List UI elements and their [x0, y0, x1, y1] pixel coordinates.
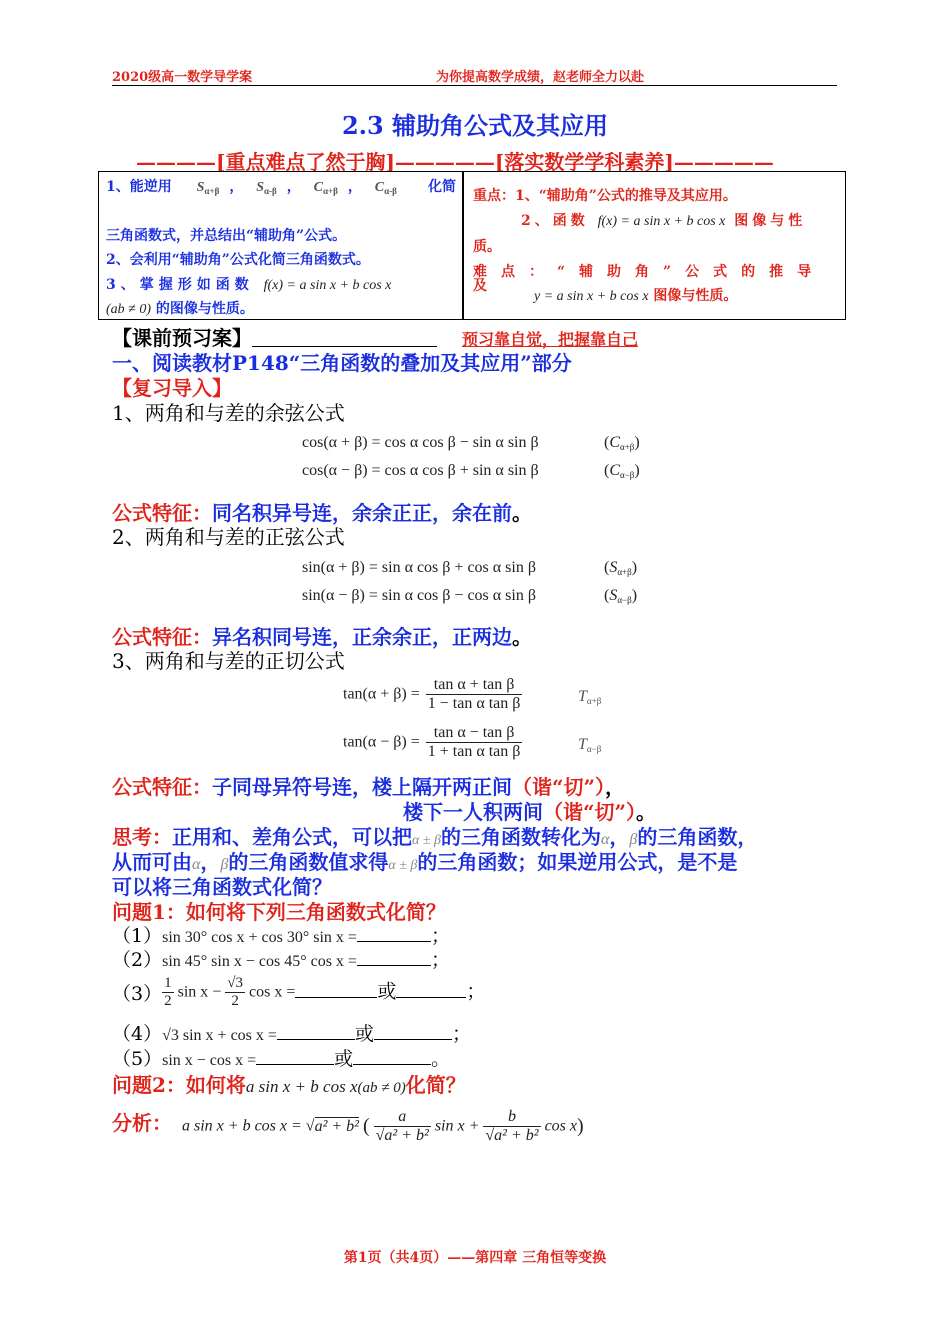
answer-blank-4a[interactable] [277, 1039, 355, 1040]
answer-blank-4b[interactable] [374, 1039, 452, 1040]
formula-sin-diff: sin(α − β) = sin α cos β − cos α sin β [302, 587, 536, 604]
formula-sin-sum: sin(α + β) = sin α cos β + cos α sin β [302, 559, 536, 576]
analysis-label: 分析： [112, 1111, 172, 1135]
learning-goals-box [98, 171, 463, 320]
formula-tan-sum: tan(α + β) = $\frac{\text{tan α + tan β}}{\text{1 − tan α tan β}}$ [343, 676, 521, 712]
think-line-2: 从而可由α，β的三角函数值求得α ± β的三角函数；如果逆用公式，是不是 [112, 850, 738, 874]
preview-label: 【课前预习案】 [112, 322, 437, 351]
answer-blank-3b[interactable] [396, 997, 466, 998]
answer-blank-1[interactable] [357, 941, 431, 942]
sin-feature: 公式特征：异名积同号连，正余余正，正两边。 [112, 625, 532, 649]
difficult-point: 难点：“辅助角”公式的推导及 [473, 264, 826, 294]
item-2-heading: 2、两角和与差的正弦公式 [112, 525, 345, 549]
q1-item-3: （3） $\frac{1}{2}$ sin x − $\frac{√3}{2}$ cos x = 或 ； [112, 975, 486, 1009]
question-2-title: 问题2：如何将a sin x + b cos x(ab ≠ 0)化简？ [112, 1073, 466, 1097]
section-1-heading: 一、阅读教材P148“三角函数的叠加及其应用”部分 [112, 351, 572, 375]
key-point-2-line2: 质。 [473, 239, 501, 255]
header-right: 为你提高数学成绩，赵老师全力以赴 [436, 70, 645, 85]
tag-tan-diff: $T_{\alpha-\beta}$ [578, 736, 602, 754]
item-3-heading: 3、两角和与差的正切公式 [112, 649, 345, 673]
goal-3-line2: (ab ≠ 0) 的图像与性质。 [106, 301, 254, 317]
tag-sin-diff: $(S_{\alpha-\beta})$ [604, 587, 638, 605]
key-points-box [463, 171, 846, 320]
answer-blank-2[interactable] [357, 965, 431, 966]
goal-2: 2、会利用“辅助角”公式化简三角函数式。 [106, 252, 370, 268]
tag-cos-sum: $(C_{\alpha+\beta})$ [604, 434, 640, 452]
think-line-3: 可以将三角函数式化简？ [112, 875, 332, 899]
goal-3: 3、掌握形如函数 f(x) = a sin x + b cos x [106, 277, 392, 293]
formula-cos-sum: cos(α + β) = cos α cos β − sin α sin β [302, 434, 539, 451]
tan-feature-2: 楼下一人积两间（谐“切”）。 [403, 800, 657, 824]
q1-item-1: （1）sin 30° cos x + cos 30° sin x = ； [112, 925, 450, 947]
q1-item-2: （2）sin 45° sin x − cos 45° cos x = ； [112, 949, 450, 971]
section-banner: ————[重点难点了然于胸]—————[落实数学学科素养]————— [136, 150, 774, 174]
think-line-1: 思考：正用和、差角公式，可以把α ± β的三角函数转化为α，β的三角函数， [112, 825, 758, 849]
answer-blank-3a[interactable] [295, 997, 377, 998]
key-point-1: 重点：1、“辅助角”公式的推导及其应用。 [473, 188, 737, 204]
tag-cos-diff: $(C_{\alpha-\beta})$ [604, 462, 640, 480]
header-rule [112, 85, 837, 86]
tan-feature-1: 公式特征：子同母异符号连，楼上隔开两正间（谐“切”）， [112, 775, 626, 799]
question-1-title: 问题1：如何将下列三角函数式化简？ [112, 900, 446, 924]
formula-cos-diff: cos(α − β) = cos α cos β + sin α sin β [302, 462, 539, 479]
tag-tan-sum: $T_{\alpha+\beta}$ [578, 688, 602, 706]
preview-motto: 预习靠自觉，把握靠自己 [462, 330, 639, 349]
answer-blank-5b[interactable] [353, 1064, 431, 1065]
review-heading: 【复习导入】 [112, 376, 232, 400]
page-footer: 第1页（共4页）——第四章 三角恒等变换 [343, 1250, 607, 1266]
formula-tan-diff: tan(α − β) = $\frac{\text{tan α − tan β}}{\text{1 + tan α tan β}}$ [343, 724, 521, 760]
goal-1-line2: 三角函数式，并总结出“辅助角”公式。 [106, 228, 347, 244]
difficult-point-line2: y = a sin x + b cos x 图像与性质。 [534, 288, 738, 304]
q1-item-5: （5）sin x − cos x = 或 。 [112, 1048, 451, 1070]
header-left: 2020级高一数学导学案 [112, 70, 253, 85]
item-1-heading: 1、两角和与差的余弦公式 [112, 401, 345, 425]
analysis-formula: a sin x + b cos x = √a² + b² ( $\frac{a}{\text{√a² + b²}}$ sin x + $\frac{b}{\text{√a² + b²}}$ cos x) [182, 1108, 584, 1144]
key-point-2: 2、函数 f(x) = a sin x + b cos x 图像与性 [521, 213, 807, 229]
q1-item-4: （4）√3 sin x + cos x = 或 ； [112, 1023, 471, 1045]
answer-blank-5a[interactable] [256, 1064, 334, 1065]
goal-1: 1、能逆用 $S_{\alpha+\beta}$ ， $S_{\alpha-\beta}$ ， $C_{\alpha+\beta}$ ， $C_{\alpha-\beta}$ 化简 [106, 179, 456, 196]
cos-feature: 公式特征：同名积异号连，余余正正，余在前。 [112, 501, 532, 525]
tag-sin-sum: $(S_{\alpha+\beta})$ [604, 559, 638, 577]
page-title: 2.3 辅助角公式及其应用 [341, 111, 609, 140]
